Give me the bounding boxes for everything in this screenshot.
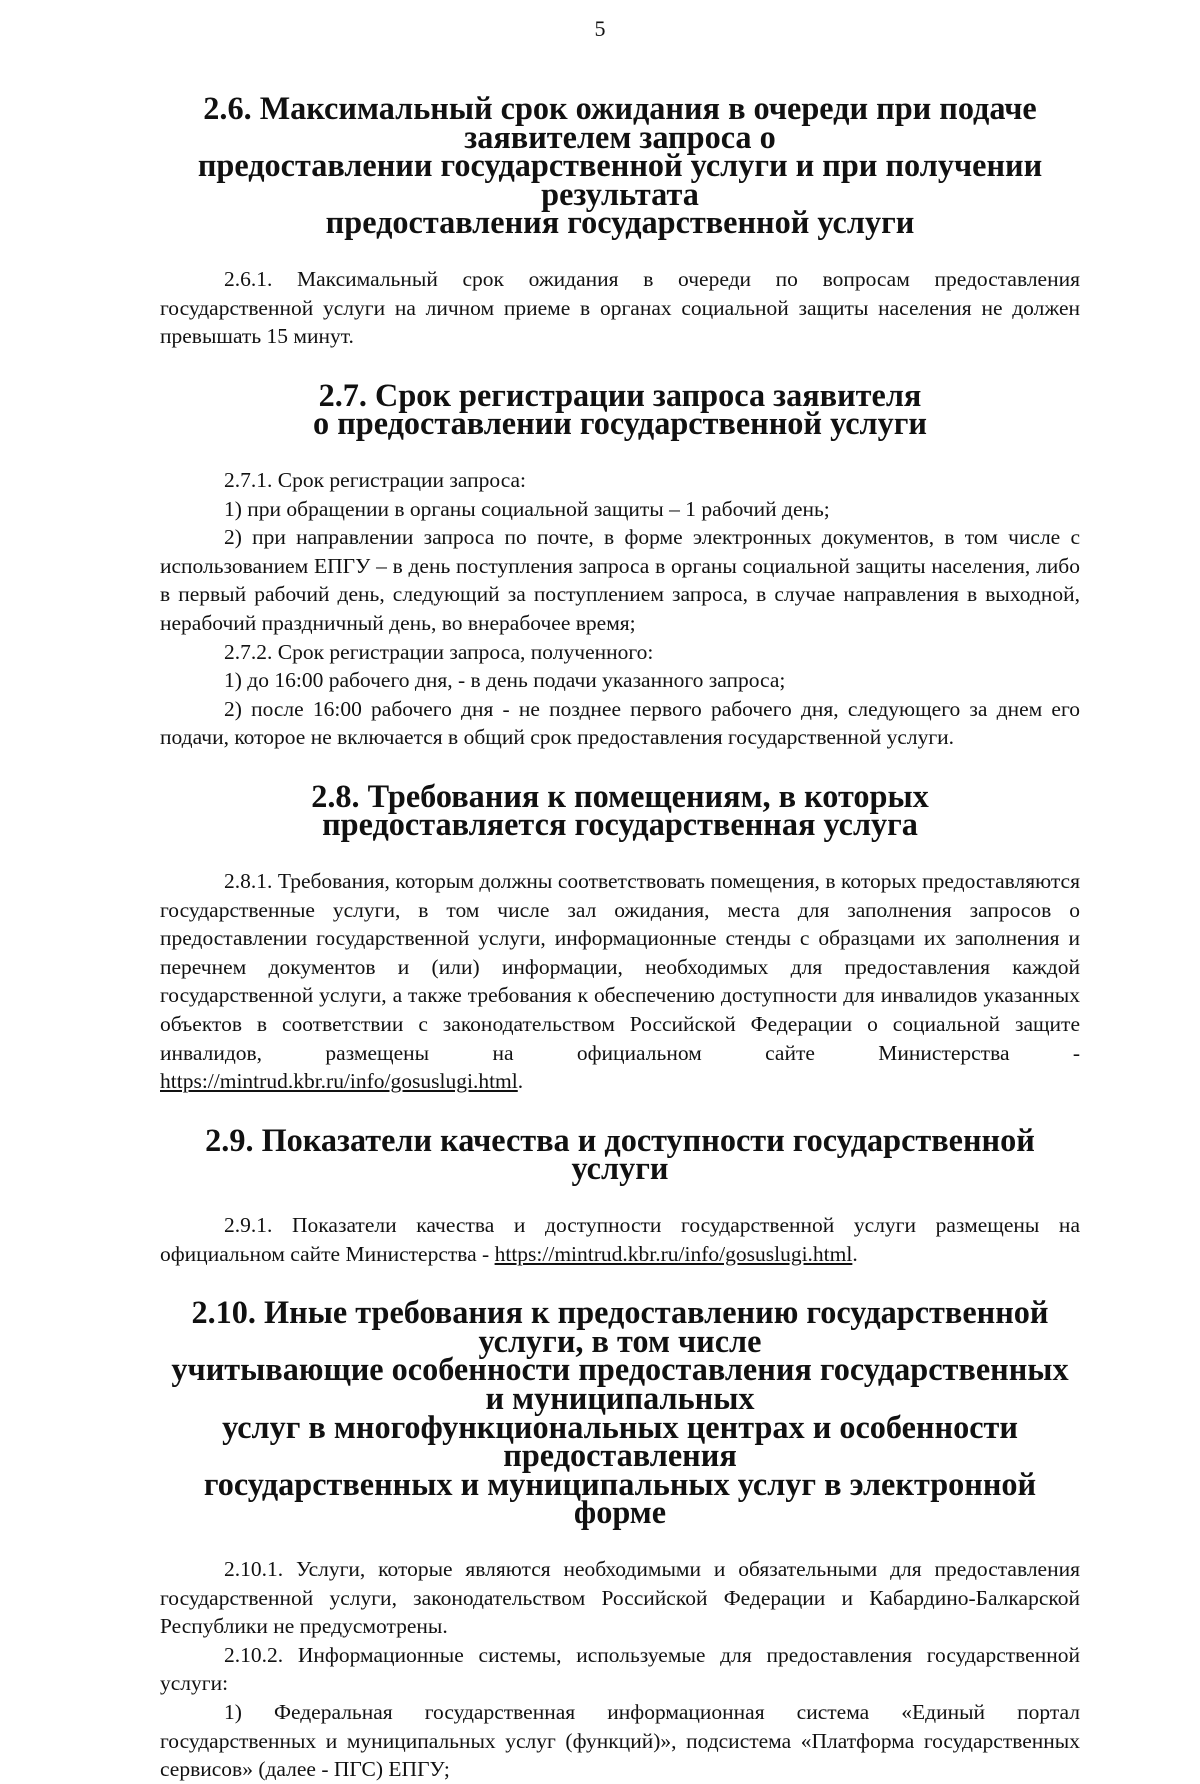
section-2-6-heading (160, 90, 1080, 241)
paragraph-2-10-1: 2.10.1. Услуги, которые являются необходимыми и обязательными для предоставления государственной услуги, законодательством Российской Федерации и Кабардино-Балкарской Республики не предусмотрены. (160, 1556, 1080, 1639)
paragraph-2-7-1: 2.7.1. Срок регистрации запроса: (224, 467, 527, 492)
paragraph-2-7-1-item-2: 2) при направлении запроса по почте, в форме электронных документов, в том числе с использованием ЕПГУ – в день поступления запроса в органы социальной защиты населения, либо в первый рабочий день, следующий за поступлением запроса, в случае направления в выходной, нерабочий праздничный день, во внерабочее время; (160, 525, 1080, 635)
paragraph-2-7-2: 2.7.2. Срок регистрации запроса, полученного: (224, 639, 654, 664)
section-2-9-heading (160, 1121, 1080, 1187)
heading-line: услуг в многофункциональных центрах и особенности предоставления (222, 1408, 1018, 1474)
ministry-services-link[interactable]: https://mintrud.kbr.ru/info/gosuslugi.html (494, 1241, 853, 1266)
paragraph-end: . (852, 1241, 858, 1266)
heading-line: предоставляется государственная услуга (322, 806, 918, 843)
heading-line: государственных и муниципальных услуг в электронной форме (203, 1465, 1037, 1531)
section-2-10-heading (160, 1294, 1080, 1531)
heading-line: предоставлении государственной услуги и при получении результата (197, 147, 1043, 212)
paragraph-2-7-2-item-1: 1) до 16:00 рабочего дня, - в день подачи указанного запроса; (224, 668, 786, 693)
paragraph-2-7-2-item-2: 2) после 16:00 рабочего дня - не позднее первого рабочего дня, следующего за днем его подачи, которое не включается в общий срок предоставления государственной услуги. (160, 696, 1080, 750)
paragraph-end: . (517, 1069, 524, 1094)
ministry-services-link[interactable]: https://mintrud.kbr.ru/info/gosuslugi.html (160, 1069, 518, 1094)
paragraph-2-8-1 (160, 867, 1080, 1096)
paragraph-2-10-2: 2.10.2. Информационные системы, используемые для предоставления государственной услуги: (160, 1642, 1080, 1696)
heading-line: предоставления государственной услуги (325, 204, 915, 241)
paragraph-text: 2.8.1. Требования, которым должны соответствовать помещения, в которых предоставляются государственные услуги, в том числе зал ожидания, места для заполнения запросов о предоставлении государственной услуги, информационные стенды с образцами их заполнения и перечнем документов и (или) информации, необходимых для предоставления каждой государственной услуги, а также требования к обеспечению доступности для инвалидов указанных объектов в соответствии с законодательством Российской Федерации о социальной защите инвалидов, размещены на официальном сайте Министерства - (160, 869, 1080, 1065)
paragraph-2-6-1: 2.6.1. Максимальный срок ожидания в очереди по вопросам предоставления государственной услуги на личном приеме в органах социальной защиты населения не должен превышать 15 минут. (160, 266, 1080, 349)
section-2-8-heading (160, 777, 1080, 843)
section-2-7-heading (160, 376, 1080, 442)
heading-line: 2.8. Требования к помещениям, в которых (311, 777, 929, 814)
heading-line: 2.6. Максимальный срок ожидания в очереди при подаче заявителем запроса о (203, 90, 1037, 155)
heading-line: 2.7. Срок регистрации запроса заявителя (318, 376, 922, 413)
paragraph-2-10-2-item-1: 1) Федеральная государственная информационная система «Единый портал государственных и муниципальных услуг (функций)», подсистема «Платформа государственных сервисов» (далее - ПГС) ЕПГУ; (160, 1699, 1080, 1782)
heading-line: учитывающие особенности предоставления государственных и муниципальных (171, 1351, 1069, 1416)
document-body (160, 90, 1080, 1784)
heading-line: о предоставлении государственной услуги (313, 405, 927, 442)
heading-line: 2.10. Иные требования к предоставлению государственной услуги, в том числе (191, 1294, 1049, 1359)
paragraph-text: 2.9.1. Показатели качества и доступности государственной услуги размещены на официальном сайте Министерства - (160, 1213, 1080, 1266)
paragraph-2-7-1-item-1: 1) при обращении в органы социальной защиты – 1 рабочий день; (224, 496, 830, 521)
paragraph-2-9-1 (160, 1211, 1080, 1268)
heading-line: 2.9. Показатели качества и доступности государственной услуги (205, 1121, 1035, 1187)
page-number: 5 (594, 16, 606, 41)
